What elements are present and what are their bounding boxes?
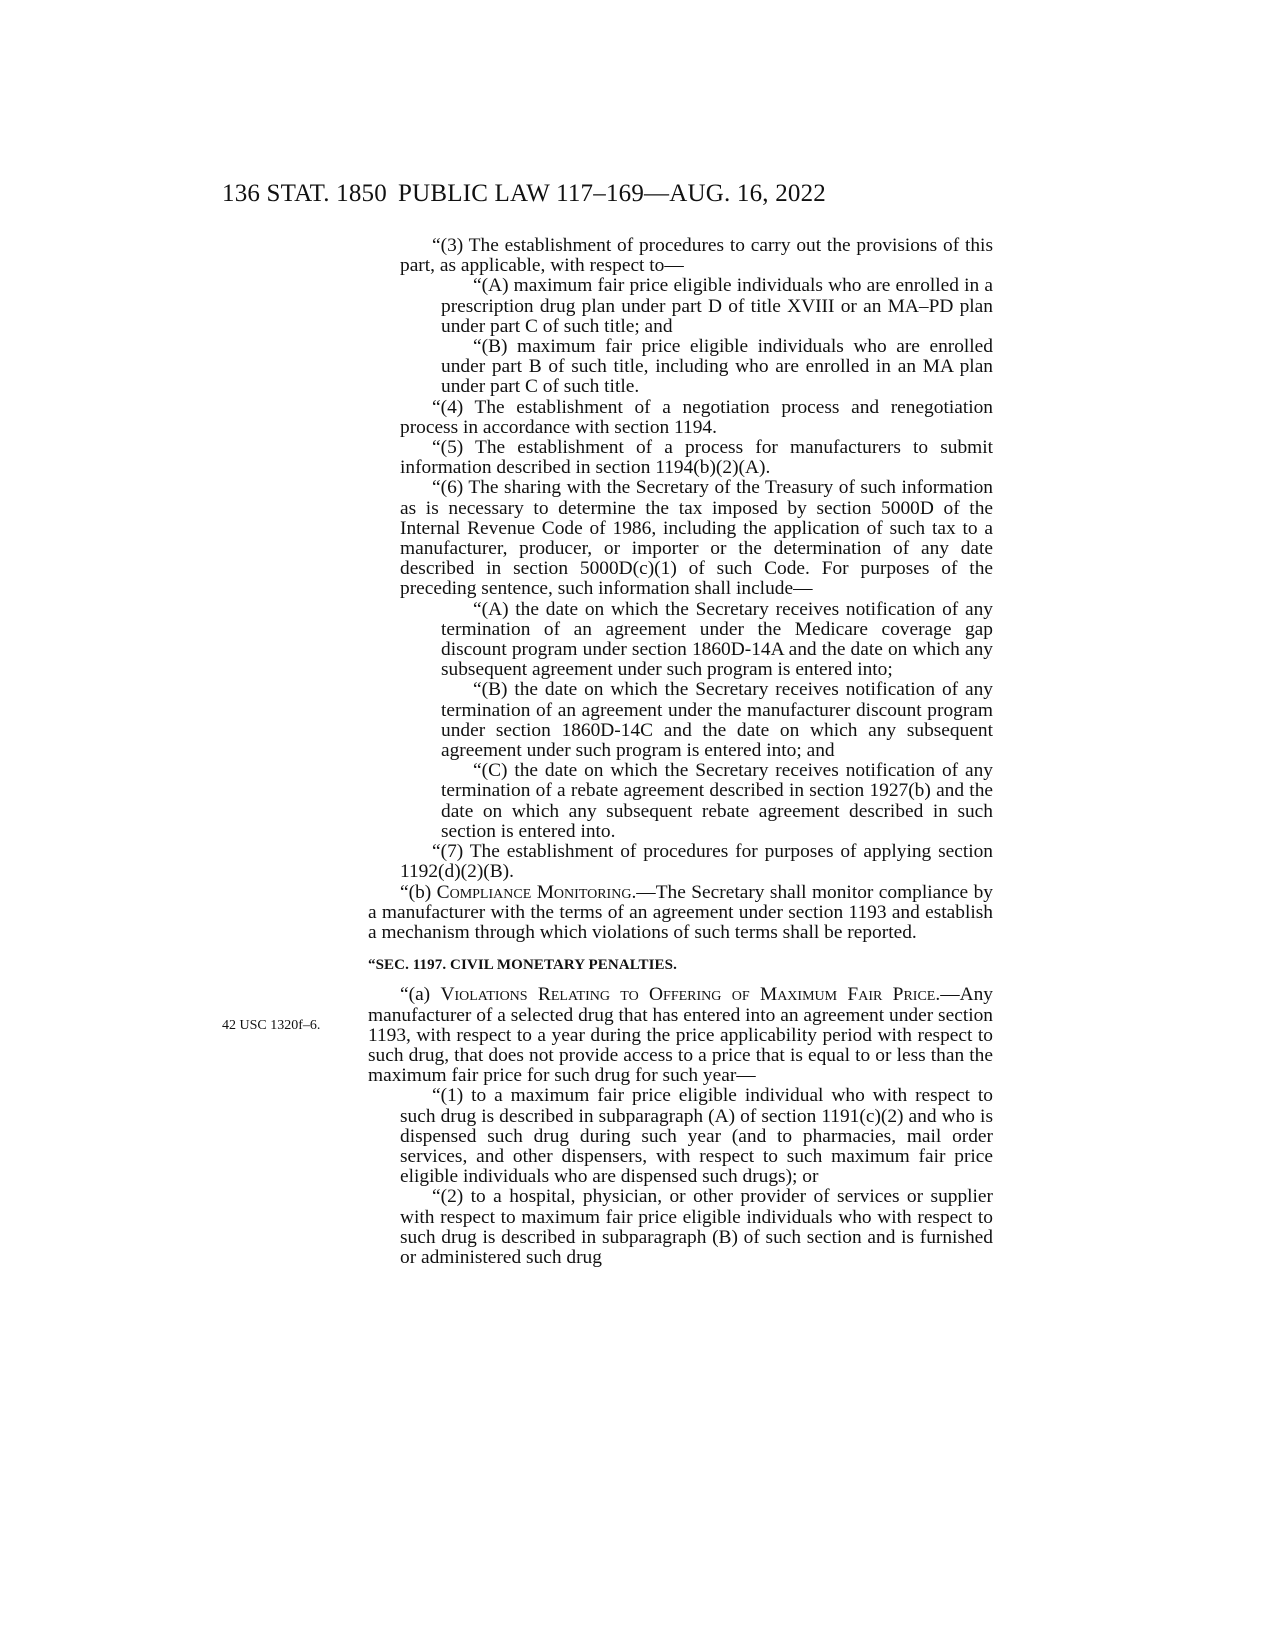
margin-citation: 42 USC 1320f–6. bbox=[222, 1018, 321, 1033]
section-heading: “SEC. 1197. CIVIL MONETARY PENALTIES. bbox=[368, 957, 677, 974]
subsection-b bbox=[368, 883, 993, 944]
document-body bbox=[368, 236, 993, 1268]
paragraph-3: “(3) The establishment of procedures to carry out the provisions of this part, as applicable, with respect to— bbox=[400, 235, 993, 277]
subsection-b-heading: Compliance Monitoring. bbox=[436, 881, 637, 903]
subparagraph-3a: “(A) maximum fair price eligible individuals who are enrolled in a prescription drug plan under part D of title XVIII or an MA–PD plan under part C of such title; and bbox=[441, 275, 993, 337]
paragraph-a2: “(2) to a hospital, physician, or other provider of services or supplier with respect to maximum fair price eligible individuals who with respect to such drug is described in subparagraph (B) of such section and is furnished or administered such drug bbox=[400, 1186, 993, 1268]
paragraph-5: “(5) The establishment of a process for manufacturers to submit information described in section 1194(b)(2)(A). bbox=[400, 437, 993, 479]
subparagraph-6c: “(C) the date on which the Secretary receives notification of any termination of a rebate agreement described in section 1927(b) and the date on which any subsequent rebate agreement described in such section is entered into. bbox=[441, 760, 993, 842]
paragraph-4: “(4) The establishment of a negotiation process and renegotiation process in accordance with section 1194. bbox=[400, 396, 993, 438]
subsection-a bbox=[368, 985, 993, 1086]
subsection-a-heading: Violations Relating to Offering of Maximum Fair Price. bbox=[440, 984, 941, 1006]
subparagraph-3b: “(B) maximum fair price eligible individuals who are enrolled under part B of such title, including who are enrolled in an MA plan under part C of such title. bbox=[441, 336, 993, 398]
page-header-title: PUBLIC LAW 117–169—AUG. 16, 2022 bbox=[398, 180, 827, 207]
subsection-b-text: —The Secretary shall monitor compliance by a manufacturer with the terms of an agreement under section 1193 and establish a mechanism through which violations of such terms shall be reported. bbox=[368, 881, 993, 943]
subparagraph-6b: “(B) the date on which the Secretary receives notification of any termination of an agreement under the manufacturer discount program under section 1860D-14C and the date on which any subsequent agreement under such program is entered into; and bbox=[441, 679, 993, 762]
page-header-stat: 136 STAT. 1850 bbox=[222, 180, 387, 207]
paragraph-a1: “(1) to a maximum fair price eligible individual who with respect to such drug is described in subparagraph (A) of section 1191(c)(2) and who is dispensed such drug during such year (and to pharmacies, mail order services, and other dispensers, with respect to such maximum fair price eligible individuals who are dispensed such drugs); or bbox=[400, 1085, 993, 1188]
paragraph-6: “(6) The sharing with the Secretary of the Treasury of such information as is necessary to determine the tax imposed by section 5000D of the Internal Revenue Code of 1986, including the application of such tax to a manufacturer, producer, or importer or the determination of any date described in section 5000D(c)(1) of such Code. For purposes of the preceding sentence, such information shall include— bbox=[400, 477, 993, 600]
subsection-a-lead: “(a) bbox=[400, 984, 441, 1006]
paragraph-7: “(7) The establishment of procedures for purposes of applying section 1192(d)(2)(B). bbox=[400, 841, 993, 883]
subsection-b-lead: “(b) bbox=[400, 881, 437, 903]
subparagraph-6a: “(A) the date on which the Secretary receives notification of any termination of an agreement under the Medicare coverage gap discount program under section 1860D-14A and the date on which any subsequent agreement under such program is entered into; bbox=[441, 598, 993, 681]
subsection-a-text: —Any manufacturer of a selected drug that has entered into an agreement under section 1193, with respect to a year during the price applicability period with respect to such drug, that does not provide access to a price that is equal to or less than the maximum fair price for such drug for such year— bbox=[368, 984, 993, 1087]
